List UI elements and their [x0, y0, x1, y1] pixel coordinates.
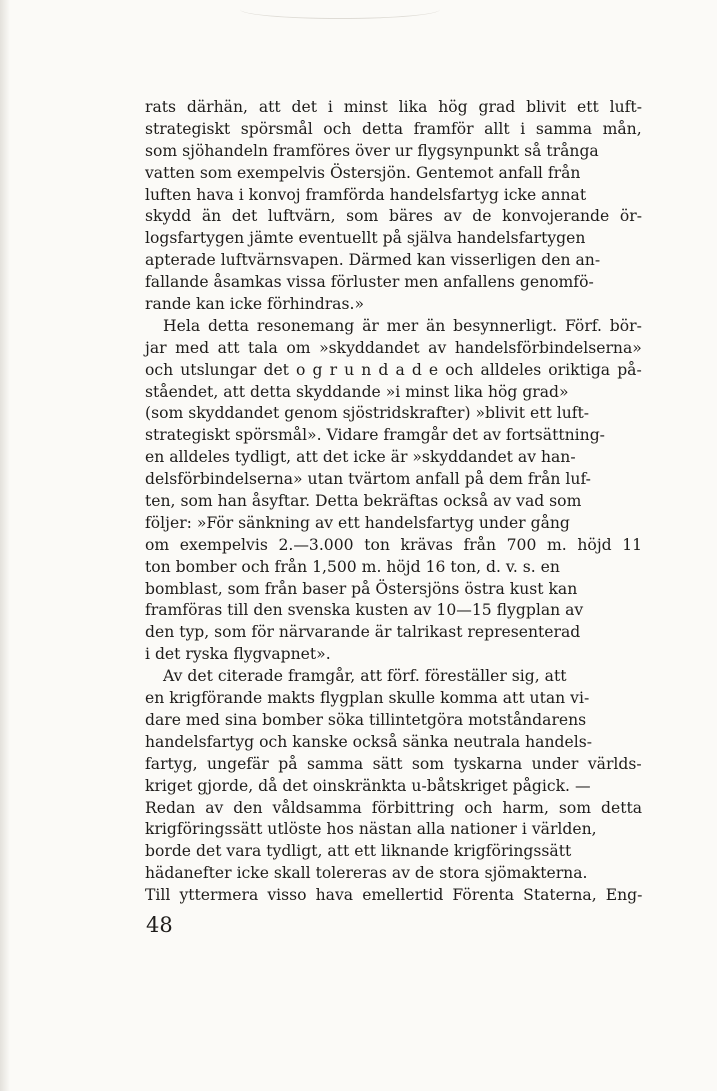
text-line: rande kan icke förhindras.» [145, 295, 364, 314]
text-line: Redan av den våldsamma förbittring och harm, som detta [145, 798, 643, 817]
text-line: jar med att tala om »skyddandet av handelsförbindelserna» [145, 338, 642, 357]
page-top-mark [240, 0, 440, 19]
text-line: en krigförande makts flygplan skulle komma att utan vi- [145, 689, 590, 708]
body-text [145, 97, 642, 907]
text-line: den typ, som för närvarande är talrikast representerad [145, 623, 581, 642]
text-line: en alldeles tydligt, att det icke är »skyddandet av han- [145, 448, 576, 467]
text-line: rats därhän, att det i minst lika hög grad blivit ett luft- [145, 98, 642, 116]
text-line: kriget gjorde, då det oinskränkta u-båtskriget pågick. — [145, 776, 591, 795]
text-line: Till yttermera visso hava emellertid Förenta Staterna, Eng- [145, 886, 643, 905]
text-line: krigföringssätt utlöste hos nästan alla nationer i världen, [145, 820, 597, 839]
text-line: i det ryska flygvapnet». [145, 645, 331, 664]
text-line: följer: »För sänkning av ett handelsfartyg under gång [145, 513, 570, 532]
text-line: strategiskt spörsmål och detta framför allt i samma mån, [145, 119, 642, 138]
page-edge-shadow [0, 0, 10, 1091]
text-line: ten, som han åsyftar. Detta bekräftas också av vad som [145, 492, 582, 511]
text-line: fartyg, ungefär på samma sätt som tyskarna under världs- [145, 754, 642, 773]
text-line: om exempelvis 2.—3.000 ton krävas från 700 m. höjd 11 [145, 535, 643, 554]
text-line: och utslungar det o g r u n d a d e och alldeles oriktiga på- [145, 360, 642, 379]
text-line: skydd än det luftvärn, som bäres av de konvojerande ör- [145, 207, 642, 226]
text-line: luften hava i konvoj framförda handelsfartyg icke annat [145, 185, 587, 204]
text-line: Av det citerade framgår, att förf. föreställer sig, att [163, 667, 567, 686]
text-line: vatten som exempelvis Östersjön. Gentemot anfall från [145, 163, 581, 182]
text-line: som sjöhandeln framföres över ur flygsynpunkt så trånga [145, 141, 599, 160]
text-line: handelsfartyg och kanske också sänka neutrala handels- [145, 732, 592, 751]
text-line: hädanefter icke skall tolereras av de stora sjömakterna. [145, 864, 588, 883]
text-line: strategiskt spörsmål». Vidare framgår det av fortsättning- [145, 426, 605, 445]
text-line: bomblast, som från baser på Östersjöns östra kust kan [145, 579, 578, 598]
text-line: framföras till den svenska kusten av 10—15 flygplan av [145, 601, 584, 620]
text-line: (som skyddandet genom sjöstridskrafter) »blivit ett luft- [145, 404, 590, 423]
text-line: Hela detta resonemang är mer än besynnerligt. Förf. bör- [163, 316, 642, 335]
text-line: borde det vara tydligt, att ett liknande krigföringssätt [145, 842, 572, 861]
text-line: apterade luftvärnsvapen. Därmed kan visserligen den an- [145, 251, 601, 270]
text-line: dare med sina bomber söka tillintetgöra motståndarens [145, 710, 587, 729]
text-line: fallande åsamkas vissa förluster men anfallens genomfö- [145, 273, 594, 292]
text-line: ståendet, att detta skyddande »i minst lika hög grad» [145, 382, 569, 401]
text-line: logsfartygen jämte eventuellt på själva handelsfartygen [145, 229, 586, 248]
text-line: ton bomber och från 1,500 m. höjd 16 ton, d. v. s. en [145, 557, 560, 576]
page-number: 48 [146, 913, 173, 937]
text-line: delsförbindelserna» utan tvärtom anfall på dem från luf- [145, 470, 591, 489]
